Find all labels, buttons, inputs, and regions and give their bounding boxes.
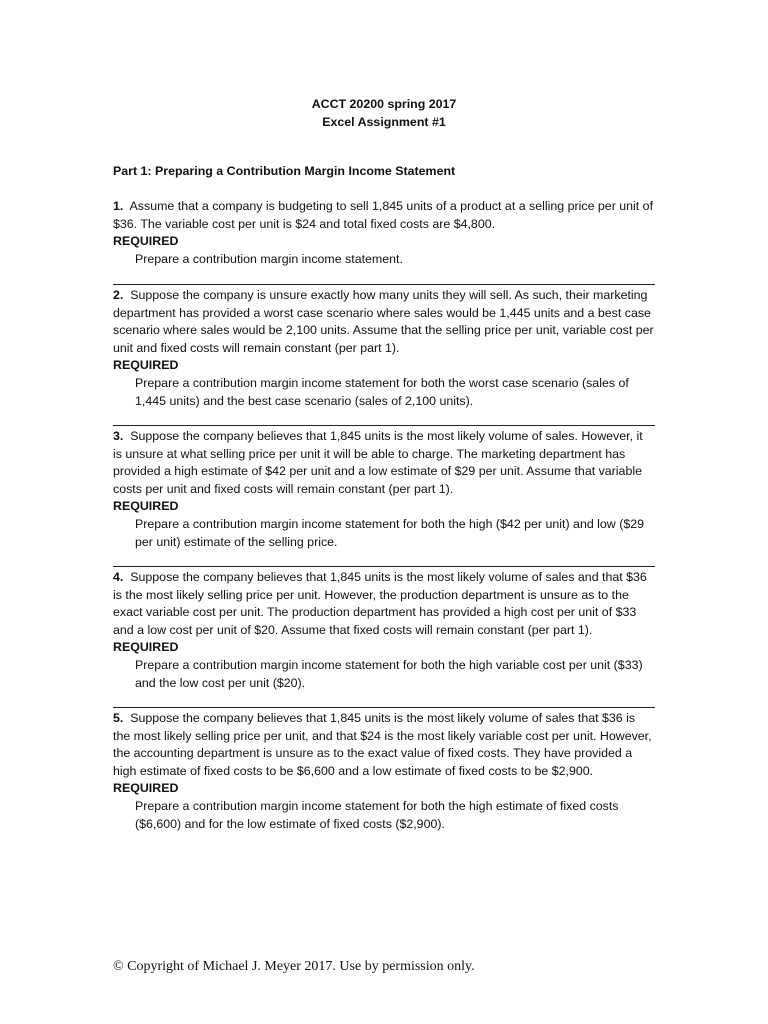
assignment-title: Excel Assignment #1	[322, 115, 446, 129]
question-5	[113, 710, 655, 833]
required-text: Prepare a contribution margin income statement for both the high ($42 per unit) and low ($29 per unit) estimate of the selling price.	[135, 516, 644, 549]
part-title: Part 1: Preparing a Contribution Margin Income Statement	[113, 164, 456, 178]
required-label: REQUIRED	[113, 234, 179, 249]
required-text: Prepare a contribution margin income statement for both the worst case scenario (sales of 1,445 units) and the best case scenario (sales of 2,100 units).	[135, 375, 629, 408]
question-text: 1. Assume that a company is budgeting to sell 1,845 units of a product at a selling price per unit of $36. The variable cost per unit is $24 and total fixed costs are $4,800.	[113, 199, 654, 231]
question-number: 3.	[113, 429, 124, 443]
question-2	[113, 287, 655, 410]
divider	[113, 707, 655, 708]
question-text: 5. Suppose the company believes that 1,845 units is the most likely volume of sales that $36 is the most likely selling price per unit, and that $24 is the most likely variable cost per unit. However, the accounting department is unsure as to the exact value of fixed costs. They have provided a high estimate of fixed costs to be $6,600 and a low estimate of fixed costs to be $2,900.	[113, 711, 652, 778]
required-text: Prepare a contribution margin income statement for both the high variable cost per unit ($33) and the low cost per unit ($20).	[135, 657, 643, 690]
question-number: 5.	[113, 711, 124, 725]
divider	[113, 425, 655, 426]
required-text: Prepare a contribution margin income statement.	[135, 251, 403, 266]
question-number: 2.	[113, 288, 124, 302]
question-text: 3. Suppose the company believes that 1,845 units is the most likely volume of sales. However, it is unsure at what selling price per unit it will be able to charge. The marketing department has provided a high estimate of $42 per unit and a low estimate of $29 per unit. Assume that variable costs per unit and fixed costs will remain constant (per part 1).	[113, 429, 643, 496]
question-4	[113, 569, 655, 692]
document-header	[0, 95, 768, 131]
question-1	[113, 198, 655, 268]
required-label: REQUIRED	[113, 358, 179, 373]
question-3	[113, 428, 655, 551]
course-title: ACCT 20200 spring 2017	[311, 97, 457, 111]
required-label: REQUIRED	[113, 499, 179, 514]
required-text: Prepare a contribution margin income statement for both the high estimate of fixed costs ($6,600) and for the low estimate of fixed costs ($2,900).	[135, 798, 619, 831]
divider	[113, 284, 655, 285]
question-text: 2. Suppose the company is unsure exactly how many units they will sell. As such, their marketing department has provided a worst case scenario where sales would be 1,445 units and a best case scenario where sales would be 2,100 units. Assume that the selling price per unit, variable cost per unit and fixed costs will remain constant (per part 1).	[113, 288, 654, 355]
question-number: 4.	[113, 570, 124, 584]
required-label: REQUIRED	[113, 781, 179, 796]
question-number: 1.	[113, 199, 124, 213]
required-label: REQUIRED	[113, 640, 179, 655]
copyright-footer: © Copyright of Michael J. Meyer 2017. Use by permission only.	[113, 959, 475, 974]
question-text: 4. Suppose the company believes that 1,845 units is the most likely volume of sales and that $36 is the most likely selling price per unit. However, the production department is unsure as to the exact variable cost per unit. The production department has provided a high cost per unit of $33 and a low cost per unit of $20. Assume that fixed costs will remain constant (per part 1).	[113, 570, 647, 637]
divider	[113, 566, 655, 567]
